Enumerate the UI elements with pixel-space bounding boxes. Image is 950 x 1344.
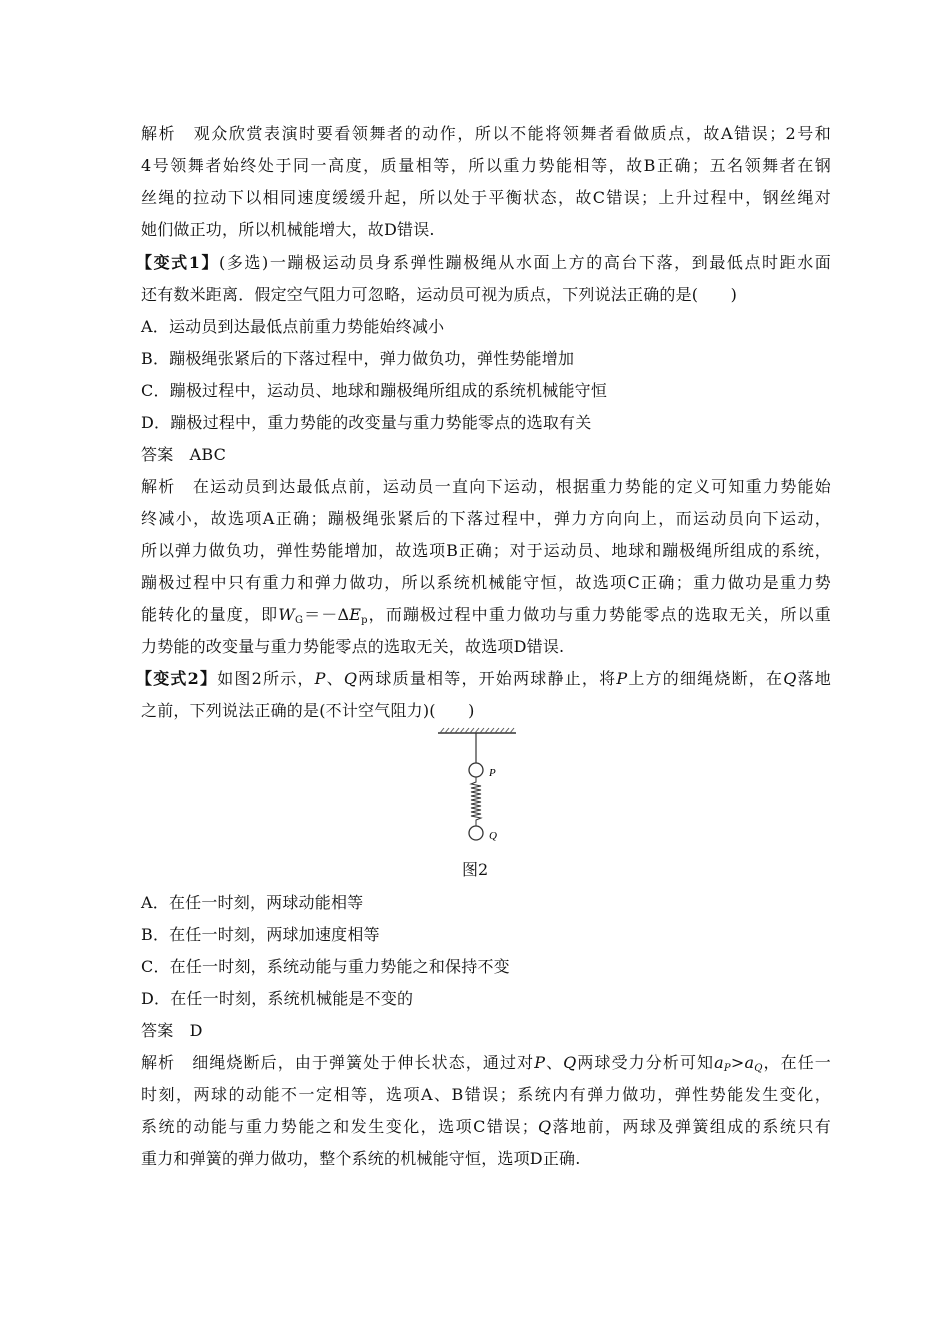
stem-text: 如图2所示，: [217, 669, 315, 688]
symbol-q: Q: [563, 1053, 577, 1072]
variant1-analysis-line-5: [141, 605, 831, 625]
figure-caption: 图2: [462, 860, 489, 879]
analysis1-line-2: 4号领舞者始终处于同一高度，质量相等，所以重力势能相等，故B正确；五名领舞者在钢: [141, 156, 831, 175]
greater-than: >: [730, 1053, 745, 1072]
label-q: Q: [489, 830, 497, 842]
analysis1-line-1: 解析 观众欣赏表演时要看领舞者的动作，所以不能将领舞者看做质点，故A错误；2号和: [141, 124, 831, 143]
symbol-q: Q: [783, 669, 797, 688]
variant2-analysis-line-1: [141, 1053, 831, 1073]
analysis1-line-3: 丝绳的拉动下以相同速度缓缓升起，所以处于平衡状态，故C错误；上升过程中，钢丝绳对: [141, 188, 831, 207]
analysis-text: 解析 细绳烧断后，由于弹簧处于伸长状态，通过对: [141, 1053, 535, 1072]
spring-ball-figure: [430, 725, 530, 853]
subscript-p: P: [723, 1063, 731, 1074]
symbol-a: a: [744, 1053, 755, 1072]
analysis-text: 能转化的量度，即: [141, 605, 279, 624]
analysis-text: 落地前，两球及弹簧组成的系统只有: [551, 1117, 832, 1136]
symbol-p: P: [616, 669, 628, 688]
spring: [471, 777, 481, 826]
label-p: P: [489, 767, 496, 779]
variant1-stem-line-1: [136, 253, 831, 273]
analysis-text: 系统的动能与重力势能之和发生变化，选项C错误；: [141, 1117, 538, 1136]
equation-text: ＝－Δ: [303, 605, 350, 624]
subscript-g: G: [294, 615, 304, 626]
analysis-text: ，在任一: [762, 1053, 832, 1072]
variant2-analysis-line-4: 重力和弹簧的弹力做功，整个系统的机械能守恒，选项D正确.: [141, 1149, 581, 1168]
variant1-stem-text: (多选)一蹦极运动员身系弹性蹦极绳从水面上方的高台下落，到最低点时距水面: [219, 253, 831, 272]
variant1-analysis-line-3: 所以弹力做负功，弹性势能增加，故选项B正确；对于运动员、地球和蹦极绳所组成的系统，: [141, 541, 831, 560]
variant2-option-c: C．在任一时刻，系统动能与重力势能之和保持不变: [141, 957, 510, 976]
variant1-analysis-line-4: 蹦极过程中只有重力和弹力做功，所以系统机械能守恒，故选项C正确；重力做功是重力势: [141, 573, 831, 592]
ball-q: [469, 826, 483, 840]
variant2-option-d: D．在任一时刻，系统机械能是不变的: [141, 989, 414, 1008]
variant1-option-b: B．蹦极绳张紧后的下落过程中，弹力做负功，弹性势能增加: [141, 349, 575, 368]
stem-text: 两球质量相等，开始两球静止，将: [357, 669, 617, 688]
separator: 、: [325, 669, 344, 688]
symbol-p: P: [314, 669, 326, 688]
variant1-analysis-line-2: 终减小，故选项A正确；蹦极绳张紧后的下落过程中，弹力方向向上，而运动员向下运动，: [141, 509, 831, 528]
symbol-e: E: [349, 605, 362, 624]
variant2-analysis-line-3: [141, 1117, 831, 1137]
symbol-w: W: [278, 605, 295, 624]
variant1-option-d: D．蹦极过程中，重力势能的改变量与重力势能零点的选取有关: [141, 413, 592, 432]
variant2-answer: 答案 D: [141, 1021, 203, 1040]
symbol-q: Q: [538, 1117, 552, 1136]
separator: 、: [545, 1053, 564, 1072]
stem-text: 落地: [796, 669, 831, 688]
variant1-tag: 【变式1】: [136, 253, 220, 272]
variant1-stem-line-2: 还有数米距离．假定空气阻力可忽略，运动员可视为质点，下列说法正确的是( ): [141, 285, 738, 304]
subscript-p: p: [361, 615, 368, 626]
variant1-option-a: A．运动员到达最低点前重力势能始终减小: [141, 317, 445, 336]
stem-text: 上方的细绳烧断，在: [627, 669, 784, 688]
variant1-analysis-line-1: 解析 在运动员到达最低点前，运动员一直向下运动，根据重力势能的定义可知重力势能始: [141, 477, 831, 496]
analysis-text: 两球受力分析可知: [576, 1053, 715, 1072]
variant1-analysis-line-6: 力势能的改变量与重力势能零点的选取无关，故选项D错误.: [141, 637, 565, 656]
variant2-option-a: A．在任一时刻，两球动能相等: [141, 893, 364, 912]
variant1-option-c: C．蹦极过程中，运动员、地球和蹦极绳所组成的系统机械能守恒: [141, 381, 608, 400]
variant2-analysis-line-2: 时刻，两球的动能不一定相等，选项A、B错误；系统内有弹力做功，弹性势能发生变化，: [141, 1085, 831, 1104]
analysis-text: ，而蹦极过程中重力做功与重力势能零点的选取无关，所以重: [367, 605, 832, 624]
variant2-stem-line-1: [136, 669, 831, 689]
symbol-q: Q: [343, 669, 358, 688]
variant2-tag: 【变式2】: [136, 669, 218, 688]
symbol-a: a: [714, 1053, 724, 1072]
variant2-stem-line-2: 之前，下列说法正确的是(不计空气阻力)( ): [141, 701, 475, 720]
variant1-answer: 答案 ABC: [141, 445, 227, 464]
analysis1-line-4: 她们做正功，所以机械能增大，故D错误.: [141, 220, 435, 239]
symbol-p: P: [534, 1053, 546, 1072]
variant2-option-b: B．在任一时刻，两球加速度相等: [141, 925, 380, 944]
ball-p: [469, 763, 483, 777]
subscript-q: Q: [754, 1063, 763, 1074]
